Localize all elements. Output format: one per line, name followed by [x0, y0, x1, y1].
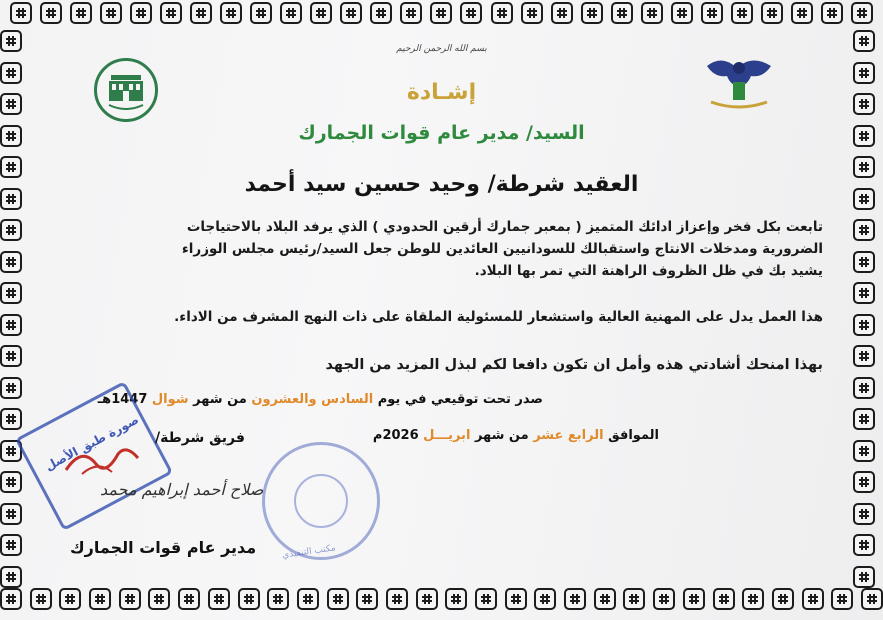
corr-mid: من شهر — [474, 428, 529, 443]
border-tile — [340, 2, 362, 24]
body-line: بهذا امنحك أشادتي هذه وأمل ان تكون دافعا لكم لبذل المزيد من الجهد — [325, 357, 823, 373]
stamp-inner-ring — [294, 474, 348, 528]
border-tile — [297, 588, 319, 610]
border-tile — [594, 588, 616, 610]
corr-prefix: الموافق — [608, 428, 659, 443]
border-tile — [250, 2, 272, 24]
decorative-border-left — [0, 30, 28, 588]
corr-day: الرابع عشر — [533, 428, 604, 443]
certified-copy-text: صورة طبق الأصل — [42, 412, 142, 474]
border-tile — [653, 588, 675, 610]
recipient-name: العقيد شرطة/ وحيد حسين سيد أحمد — [244, 172, 639, 197]
border-tile — [0, 534, 22, 556]
border-tile — [130, 2, 152, 24]
border-tile — [713, 588, 735, 610]
border-tile — [148, 588, 170, 610]
border-tile — [310, 2, 332, 24]
border-tile — [551, 2, 573, 24]
border-tile — [59, 588, 81, 610]
border-tile — [370, 2, 392, 24]
handwritten-signature — [62, 440, 142, 480]
border-tile — [445, 588, 467, 610]
issue-date-gregorian — [373, 428, 659, 443]
border-tile — [731, 2, 753, 24]
body-line: يشيد بك في ظل الظروف الراهنة التي تمر بها البلاد. — [474, 263, 823, 279]
border-tile — [0, 566, 22, 588]
body-line: تابعت بكل فخر وإعزاز ادائك المتميز ( بمعبر جمارك أرقين الحدودي ) الذي يرفد البلاد بالاحتياجات — [186, 219, 823, 235]
body-line: الضرورية ومدخلات الانتاج واستقبالك للسودانيين العائدين للوطن جعل السيد/رئيس مجلس الوزراء — [181, 241, 823, 257]
corr-month: ابريـــل — [423, 428, 471, 443]
border-tile — [386, 588, 408, 610]
border-tile — [100, 2, 122, 24]
border-tile — [701, 2, 723, 24]
border-tile — [0, 282, 22, 304]
border-tile — [853, 471, 875, 493]
border-tile — [0, 503, 22, 525]
border-tile — [853, 534, 875, 556]
addressee-greeting: السيد/ مدير عام قوات الجمارك — [298, 122, 585, 144]
border-tile — [581, 2, 603, 24]
border-tile — [853, 345, 875, 367]
border-tile — [491, 2, 513, 24]
border-tile — [772, 588, 794, 610]
signatory-rank: فريق شرطة/ — [155, 430, 245, 446]
border-tile — [30, 588, 52, 610]
border-tile — [831, 588, 853, 610]
border-tile — [0, 314, 22, 336]
border-tile — [853, 282, 875, 304]
border-tile — [356, 588, 378, 610]
decorative-border-top — [10, 2, 873, 30]
border-tile — [853, 440, 875, 462]
border-tile — [791, 2, 813, 24]
signatory-name: صلاح أحمد إبراهيم محمد — [100, 480, 264, 499]
border-tile — [853, 503, 875, 525]
basmala-header: بسم الله الرحمن الرحيم — [396, 44, 487, 54]
border-tile — [534, 588, 556, 610]
border-tile — [761, 2, 783, 24]
border-tile — [802, 588, 824, 610]
border-tile — [641, 2, 663, 24]
border-tile — [853, 314, 875, 336]
border-tile — [208, 588, 230, 610]
decorative-border-bottom — [0, 588, 883, 616]
border-tile — [430, 2, 452, 24]
issue-day: السادس والعشرون — [251, 392, 374, 407]
border-tile — [475, 588, 497, 610]
border-tile — [853, 219, 875, 241]
border-tile — [280, 2, 302, 24]
border-tile — [460, 2, 482, 24]
border-tile — [505, 588, 527, 610]
issue-date-hijri — [98, 392, 543, 407]
border-tile — [190, 2, 212, 24]
corr-year: 2026م — [372, 428, 419, 443]
border-tile — [238, 588, 260, 610]
body-line: هذا العمل يدل على المهنية العالية واستشعار للمسئولية الملقاة على ذات النهج المشرف من الاداء. — [174, 309, 823, 325]
border-tile — [742, 588, 764, 610]
certificate-title: إشـادة — [406, 80, 477, 105]
border-tile — [0, 377, 22, 399]
border-tile — [0, 251, 22, 273]
border-tile — [853, 377, 875, 399]
issue-year: 1447هـ — [97, 392, 148, 407]
border-tile — [220, 2, 242, 24]
border-tile — [521, 2, 543, 24]
signatory-title: مدير عام قوات الجمارك — [70, 538, 257, 557]
border-tile — [861, 588, 883, 610]
border-tile — [178, 588, 200, 610]
border-tile — [40, 2, 62, 24]
border-tile — [683, 588, 705, 610]
border-tile — [853, 408, 875, 430]
border-tile — [160, 2, 182, 24]
border-tile — [821, 2, 843, 24]
issue-month: شوال — [151, 392, 189, 407]
issue-prefix: صدر تحت توقيعي في يوم — [377, 392, 543, 407]
border-tile — [0, 471, 22, 493]
stamp-caption: مكتب التنفيذي — [281, 543, 337, 561]
border-tile — [400, 2, 422, 24]
border-tile — [853, 566, 875, 588]
border-tile — [89, 588, 111, 610]
border-tile — [416, 588, 438, 610]
border-tile — [0, 345, 22, 367]
border-tile — [0, 408, 22, 430]
border-tile — [267, 588, 289, 610]
border-tile — [671, 2, 693, 24]
border-tile — [564, 588, 586, 610]
issue-mid: من شهر — [193, 392, 247, 407]
border-tile — [10, 2, 32, 24]
border-tile — [0, 588, 22, 610]
border-tile — [623, 588, 645, 610]
border-tile — [327, 588, 349, 610]
border-tile — [851, 2, 873, 24]
border-tile — [611, 2, 633, 24]
border-tile — [70, 2, 92, 24]
decorative-border-right — [853, 30, 881, 588]
border-tile — [119, 588, 141, 610]
border-tile — [853, 251, 875, 273]
border-tile — [0, 219, 22, 241]
